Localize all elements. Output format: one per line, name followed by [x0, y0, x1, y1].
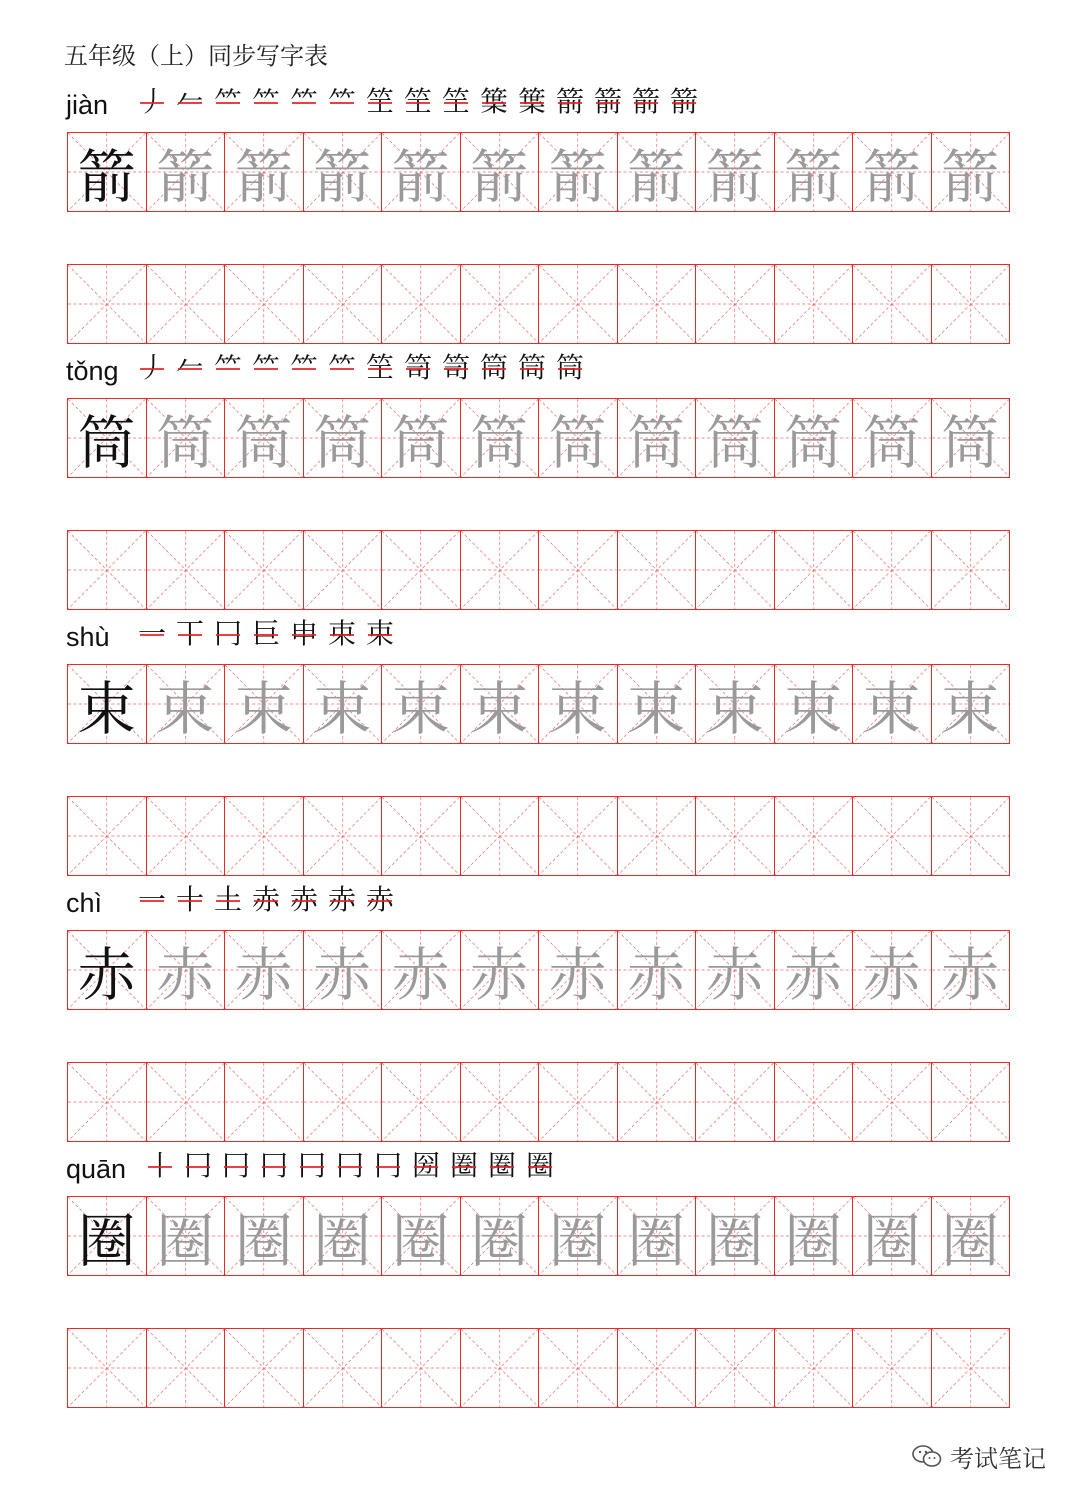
- trace-character-cell: [618, 1196, 697, 1276]
- stroke-step: 筒: [476, 350, 512, 386]
- trace-character-cell: [696, 1196, 775, 1276]
- trace-character: 束: [941, 675, 1000, 743]
- trace-character: 束: [470, 675, 529, 743]
- pinyin-label: jiàn: [66, 90, 109, 120]
- trace-character-cell: [539, 930, 618, 1010]
- trace-character: 箭: [627, 143, 686, 211]
- trace-grid-row: [67, 1196, 1016, 1276]
- blank-writing-cell[interactable]: [147, 1328, 226, 1408]
- trace-character-cell: [225, 398, 304, 478]
- trace-character-cell: [539, 398, 618, 478]
- trace-character: 圈: [705, 1207, 764, 1275]
- trace-character: 束: [313, 675, 372, 743]
- trace-character: 圈: [784, 1207, 843, 1275]
- stroke-step: ⺮: [210, 84, 246, 120]
- trace-character: 赤: [548, 941, 607, 1009]
- blank-writing-cell[interactable]: [461, 796, 540, 876]
- stroke-step: 冂: [180, 1148, 216, 1184]
- trace-character-cell: [853, 398, 932, 478]
- watermark: [912, 1439, 1046, 1474]
- stroke-order-sequence: [134, 350, 588, 386]
- trace-character: 箭: [862, 143, 921, 211]
- trace-character: 筒: [941, 409, 1000, 477]
- blank-writing-cell[interactable]: [382, 1062, 461, 1142]
- trace-character: 箭: [548, 143, 607, 211]
- stroke-step: 丿: [134, 350, 170, 386]
- trace-character: 筒: [313, 409, 372, 477]
- blank-writing-cell[interactable]: [618, 1062, 697, 1142]
- trace-character: 箭: [156, 143, 215, 211]
- stroke-step: 箭: [666, 84, 702, 120]
- trace-character: 筒: [156, 409, 215, 477]
- blank-writing-cell[interactable]: [225, 1062, 304, 1142]
- trace-character: 束: [391, 675, 450, 743]
- blank-writing-cell[interactable]: [304, 796, 383, 876]
- trace-character: 赤: [391, 941, 450, 1009]
- trace-character-cell: [775, 1196, 854, 1276]
- stroke-step: 圈: [446, 1148, 482, 1184]
- blank-writing-cell[interactable]: [539, 530, 618, 610]
- stroke-step: 䈎: [514, 84, 550, 120]
- blank-writing-cell[interactable]: [68, 530, 147, 610]
- stroke-step: 箭: [552, 84, 588, 120]
- pinyin-label: shù: [66, 622, 110, 652]
- blank-writing-cell[interactable]: [304, 1062, 383, 1142]
- blank-writing-cell[interactable]: [618, 530, 697, 610]
- watermark-text: 考试笔记: [950, 1445, 1046, 1473]
- stroke-step: ⺮: [286, 84, 322, 120]
- blank-writing-cell[interactable]: [853, 1328, 932, 1408]
- trace-character: 箭: [941, 143, 1000, 211]
- stroke-step: ⺮: [248, 350, 284, 386]
- trace-character-cell: [696, 132, 775, 212]
- blank-grid-row: [67, 1062, 1016, 1142]
- stroke-order-sequence: [134, 882, 398, 918]
- blank-writing-cell[interactable]: [382, 530, 461, 610]
- page-title: 五年级（上）同步写字表: [64, 42, 328, 70]
- wechat-icon: [912, 1444, 942, 1470]
- trace-character-cell: [147, 1196, 226, 1276]
- pinyin-label: tǒng: [66, 356, 119, 386]
- trace-character: 箭: [705, 143, 764, 211]
- trace-character-cell: [304, 132, 383, 212]
- trace-character: 筒: [784, 409, 843, 477]
- trace-character-cell: [618, 132, 697, 212]
- blank-writing-cell[interactable]: [696, 796, 775, 876]
- stroke-step: 丨: [142, 1148, 178, 1184]
- blank-writing-cell[interactable]: [225, 530, 304, 610]
- blank-grid-row: [67, 796, 1016, 876]
- trace-character: 赤: [705, 941, 764, 1009]
- pinyin-label: chì: [66, 888, 103, 918]
- blank-grid-row: [67, 530, 1016, 610]
- blank-writing-cell[interactable]: [68, 1062, 147, 1142]
- trace-character: 筒: [234, 409, 293, 477]
- stroke-step: 冂: [332, 1148, 368, 1184]
- trace-character: 束: [234, 675, 293, 743]
- trace-character-cell: [461, 664, 540, 744]
- stroke-step: 一: [134, 616, 170, 652]
- stroke-step: 束: [362, 616, 398, 652]
- trace-character: 圈: [391, 1207, 450, 1275]
- trace-character: 束: [627, 675, 686, 743]
- trace-character-cell: [382, 398, 461, 478]
- blank-writing-cell[interactable]: [225, 1328, 304, 1408]
- trace-character-cell: [147, 930, 226, 1010]
- stroke-step: 赤: [248, 882, 284, 918]
- blank-writing-cell[interactable]: [304, 530, 383, 610]
- stroke-step: ⺮: [324, 350, 360, 386]
- stroke-step: 束: [324, 616, 360, 652]
- trace-character-cell: [225, 930, 304, 1010]
- trace-character: 赤: [313, 941, 372, 1009]
- blank-grid-row: [67, 264, 1016, 344]
- trace-character: 赤: [627, 941, 686, 1009]
- trace-character: 赤: [156, 941, 215, 1009]
- trace-character: 束: [548, 675, 607, 743]
- trace-character-cell: [775, 664, 854, 744]
- trace-character-cell: [539, 664, 618, 744]
- stroke-step: 申: [286, 616, 322, 652]
- blank-writing-cell[interactable]: [68, 1328, 147, 1408]
- trace-character-cell: [304, 1196, 383, 1276]
- trace-character: 筒: [627, 409, 686, 477]
- blank-writing-cell[interactable]: [461, 1062, 540, 1142]
- blank-writing-cell[interactable]: [539, 264, 618, 344]
- blank-writing-cell[interactable]: [618, 264, 697, 344]
- blank-writing-cell[interactable]: [539, 1328, 618, 1408]
- trace-grid-row: [67, 132, 1016, 212]
- trace-character: 筒: [705, 409, 764, 477]
- trace-character-cell: [382, 132, 461, 212]
- trace-character-cell: [304, 398, 383, 478]
- trace-character: 赤: [784, 941, 843, 1009]
- trace-character: 箭: [391, 143, 450, 211]
- model-character-cell: [68, 1196, 147, 1276]
- trace-character-cell: [775, 132, 854, 212]
- trace-character-cell: [696, 664, 775, 744]
- trace-character-cell: [775, 398, 854, 478]
- blank-writing-cell[interactable]: [696, 1062, 775, 1142]
- blank-writing-cell[interactable]: [853, 264, 932, 344]
- stroke-step: 十: [172, 882, 208, 918]
- stroke-step: 赤: [286, 882, 322, 918]
- trace-character-cell: [382, 930, 461, 1010]
- blank-writing-cell[interactable]: [853, 796, 932, 876]
- trace-character: 筒: [391, 409, 450, 477]
- blank-writing-cell[interactable]: [932, 264, 1011, 344]
- stroke-step: 一: [134, 882, 170, 918]
- trace-character: 筒: [470, 409, 529, 477]
- stroke-step: 箭: [628, 84, 664, 120]
- blank-writing-cell[interactable]: [68, 264, 147, 344]
- blank-writing-cell[interactable]: [696, 530, 775, 610]
- blank-writing-cell[interactable]: [775, 264, 854, 344]
- blank-writing-cell[interactable]: [696, 264, 775, 344]
- blank-writing-cell[interactable]: [932, 796, 1011, 876]
- trace-character-cell: [225, 664, 304, 744]
- trace-character-cell: [225, 132, 304, 212]
- trace-character-cell: [932, 398, 1011, 478]
- trace-character-cell: [539, 132, 618, 212]
- blank-writing-cell[interactable]: [304, 264, 383, 344]
- stroke-step: 冂: [256, 1148, 292, 1184]
- trace-character: 圈: [548, 1207, 607, 1275]
- trace-character-cell: [225, 1196, 304, 1276]
- trace-character: 箭: [313, 143, 372, 211]
- model-character-cell: [68, 132, 147, 212]
- blank-writing-cell[interactable]: [775, 1328, 854, 1408]
- stroke-step: 笁: [400, 84, 436, 120]
- trace-character: 圈: [941, 1207, 1000, 1275]
- stroke-step: 冂: [294, 1148, 330, 1184]
- blank-writing-cell[interactable]: [932, 1328, 1011, 1408]
- blank-writing-cell[interactable]: [539, 796, 618, 876]
- trace-character-cell: [853, 664, 932, 744]
- trace-character-cell: [775, 930, 854, 1010]
- trace-character-cell: [147, 398, 226, 478]
- trace-grid-row: [67, 930, 1016, 1010]
- trace-character-cell: [932, 1196, 1011, 1276]
- trace-character: 赤: [234, 941, 293, 1009]
- trace-character-cell: [932, 930, 1011, 1010]
- trace-character-cell: [853, 1196, 932, 1276]
- stroke-step: 赤: [362, 882, 398, 918]
- model-character-cell: [68, 930, 147, 1010]
- trace-character-cell: [539, 1196, 618, 1276]
- blank-writing-cell[interactable]: [147, 796, 226, 876]
- stroke-step: 笁: [362, 350, 398, 386]
- blank-writing-cell[interactable]: [932, 530, 1011, 610]
- trace-character-cell: [147, 132, 226, 212]
- blank-writing-cell[interactable]: [461, 530, 540, 610]
- stroke-step: 丿: [134, 84, 170, 120]
- trace-character: 束: [784, 675, 843, 743]
- trace-character-cell: [932, 664, 1011, 744]
- stroke-step: 𠂉: [172, 84, 208, 120]
- trace-character-cell: [932, 132, 1011, 212]
- stroke-step: ⺮: [248, 84, 284, 120]
- stroke-step: 土: [210, 882, 246, 918]
- blank-writing-cell[interactable]: [147, 264, 226, 344]
- trace-character-cell: [304, 664, 383, 744]
- stroke-order-sequence: [142, 1148, 558, 1184]
- trace-character-cell: [618, 930, 697, 1010]
- blank-writing-cell[interactable]: [68, 796, 147, 876]
- trace-character-cell: [853, 930, 932, 1010]
- trace-grid-row: [67, 398, 1016, 478]
- trace-character-cell: [696, 930, 775, 1010]
- blank-writing-cell[interactable]: [382, 1328, 461, 1408]
- model-character: 赤: [77, 941, 136, 1009]
- blank-writing-cell[interactable]: [147, 1062, 226, 1142]
- stroke-order-sequence: [134, 84, 702, 120]
- trace-character: 箭: [234, 143, 293, 211]
- blank-writing-cell[interactable]: [539, 1062, 618, 1142]
- stroke-step: 筒: [514, 350, 550, 386]
- trace-character-cell: [304, 930, 383, 1010]
- stroke-step: 冂: [370, 1148, 406, 1184]
- trace-character: 束: [862, 675, 921, 743]
- stroke-order-sequence: [134, 616, 398, 652]
- blank-writing-cell[interactable]: [382, 796, 461, 876]
- trace-character-cell: [382, 1196, 461, 1276]
- stroke-step: 丅: [172, 616, 208, 652]
- trace-grid-row: [67, 664, 1016, 744]
- trace-character-cell: [461, 1196, 540, 1276]
- trace-character: 箭: [470, 143, 529, 211]
- blank-writing-cell[interactable]: [696, 1328, 775, 1408]
- model-character: 筒: [77, 409, 136, 477]
- stroke-step: 笁: [438, 84, 474, 120]
- trace-character-cell: [618, 664, 697, 744]
- trace-character: 圈: [156, 1207, 215, 1275]
- stroke-step: 䈎: [476, 84, 512, 120]
- stroke-step: ⺮: [324, 84, 360, 120]
- model-character: 圈: [77, 1207, 136, 1275]
- stroke-step: 巨: [248, 616, 284, 652]
- blank-writing-cell[interactable]: [775, 1062, 854, 1142]
- stroke-step: 冂: [218, 1148, 254, 1184]
- stroke-step: 𠂉: [172, 350, 208, 386]
- blank-writing-cell[interactable]: [618, 1328, 697, 1408]
- stroke-step: 笁: [362, 84, 398, 120]
- trace-character: 筒: [548, 409, 607, 477]
- trace-character: 箭: [784, 143, 843, 211]
- trace-character-cell: [461, 930, 540, 1010]
- stroke-step: 箭: [590, 84, 626, 120]
- trace-character-cell: [382, 664, 461, 744]
- trace-character: 圈: [470, 1207, 529, 1275]
- blank-writing-cell[interactable]: [461, 264, 540, 344]
- trace-character-cell: [696, 398, 775, 478]
- stroke-step: 冂: [210, 616, 246, 652]
- blank-writing-cell[interactable]: [225, 264, 304, 344]
- blank-writing-cell[interactable]: [775, 796, 854, 876]
- trace-character: 赤: [862, 941, 921, 1009]
- trace-character: 束: [705, 675, 764, 743]
- blank-writing-cell[interactable]: [618, 796, 697, 876]
- trace-character: 圈: [313, 1207, 372, 1275]
- trace-character: 赤: [941, 941, 1000, 1009]
- trace-character: 赤: [470, 941, 529, 1009]
- blank-writing-cell[interactable]: [853, 530, 932, 610]
- trace-character-cell: [461, 132, 540, 212]
- trace-character: 圈: [862, 1207, 921, 1275]
- model-character: 束: [77, 675, 136, 743]
- blank-writing-cell[interactable]: [775, 530, 854, 610]
- pinyin-label: quān: [66, 1154, 127, 1184]
- trace-character-cell: [618, 398, 697, 478]
- stroke-step: ⺮: [286, 350, 322, 386]
- blank-writing-cell[interactable]: [853, 1062, 932, 1142]
- trace-character: 束: [156, 675, 215, 743]
- model-character: 箭: [77, 143, 136, 211]
- stroke-step: 笥: [438, 350, 474, 386]
- stroke-step: 笥: [400, 350, 436, 386]
- blank-grid-row: [67, 1328, 1016, 1408]
- blank-writing-cell[interactable]: [932, 1062, 1011, 1142]
- stroke-step: 圈: [522, 1148, 558, 1184]
- trace-character-cell: [147, 664, 226, 744]
- trace-character: 筒: [862, 409, 921, 477]
- trace-character: 圈: [234, 1207, 293, 1275]
- stroke-step: ⺮: [210, 350, 246, 386]
- stroke-step: 圈: [484, 1148, 520, 1184]
- stroke-step: 圀: [408, 1148, 444, 1184]
- trace-character-cell: [461, 398, 540, 478]
- blank-writing-cell[interactable]: [304, 1328, 383, 1408]
- blank-writing-cell[interactable]: [461, 1328, 540, 1408]
- blank-writing-cell[interactable]: [225, 796, 304, 876]
- stroke-step: 筒: [552, 350, 588, 386]
- trace-character-cell: [853, 132, 932, 212]
- blank-writing-cell[interactable]: [382, 264, 461, 344]
- trace-character: 圈: [627, 1207, 686, 1275]
- model-character-cell: [68, 398, 147, 478]
- blank-writing-cell[interactable]: [147, 530, 226, 610]
- model-character-cell: [68, 664, 147, 744]
- stroke-step: 赤: [324, 882, 360, 918]
